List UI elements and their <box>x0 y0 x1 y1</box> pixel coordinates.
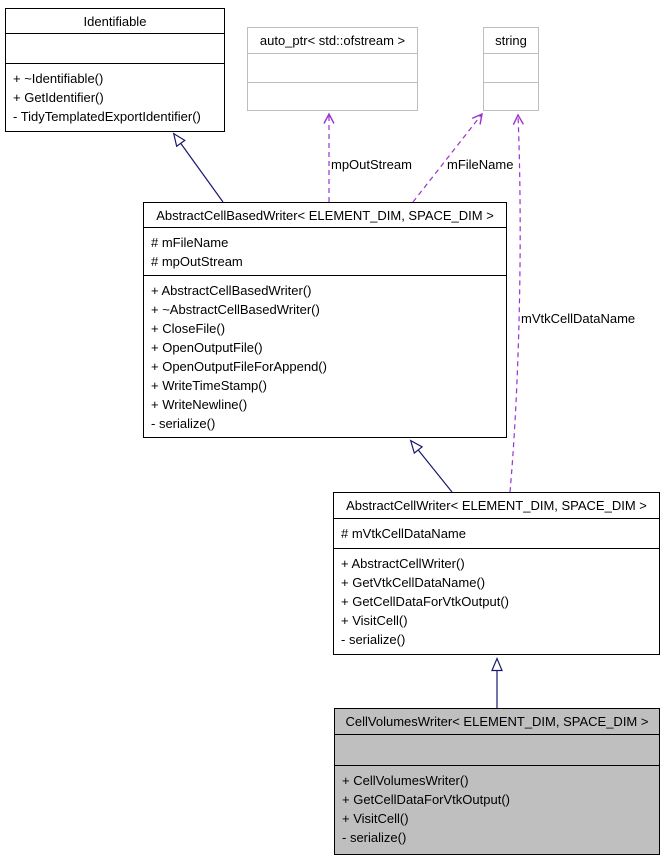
method-item: + ~Identifiable() <box>13 71 104 86</box>
class-methods <box>335 766 659 854</box>
method-item: + WriteNewline() <box>151 397 248 412</box>
method-item: + VisitCell() <box>342 811 409 826</box>
method-item: + GetVtkCellDataName() <box>341 575 486 590</box>
class-methods-empty <box>248 83 417 110</box>
method-item: + WriteTimeStamp() <box>151 378 267 393</box>
method-item: - serialize() <box>341 632 406 647</box>
method-item: + CellVolumesWriter() <box>342 773 469 788</box>
attribute-item: # mpOutStream <box>151 254 243 269</box>
class-methods <box>6 64 224 131</box>
class-node-string[interactable] <box>483 27 539 111</box>
method-item: - serialize() <box>151 416 216 431</box>
class-methods <box>334 549 659 654</box>
method-item: + CloseFile() <box>151 321 226 336</box>
class-title: string <box>484 28 538 54</box>
class-title: AbstractCellWriter< ELEMENT_DIM, SPACE_DIM > <box>334 493 659 519</box>
class-title: AbstractCellBasedWriter< ELEMENT_DIM, SPACE_DIM > <box>144 203 506 228</box>
class-methods <box>144 276 506 437</box>
method-item: + VisitCell() <box>341 613 408 628</box>
class-attributes-empty <box>335 735 659 766</box>
class-title: Identifiable <box>6 9 224 34</box>
method-item: + AbstractCellWriter() <box>341 556 465 571</box>
method-item: + GetIdentifier() <box>13 90 104 105</box>
edge-label-mpoutstream: mpOutStream <box>331 157 412 172</box>
method-item: - serialize() <box>342 830 407 845</box>
class-title: CellVolumesWriter< ELEMENT_DIM, SPACE_DIM > <box>335 709 659 735</box>
method-item: - TidyTemplatedExportIdentifier() <box>13 109 201 124</box>
class-attributes <box>144 228 506 276</box>
class-attributes-empty <box>484 54 538 83</box>
method-item: + OpenOutputFileForAppend() <box>151 359 327 374</box>
method-item: + AbstractCellBasedWriter() <box>151 283 312 298</box>
class-node-abstract-cell-writer[interactable] <box>333 492 660 655</box>
class-attributes-empty <box>248 54 417 83</box>
class-node-identifiable[interactable] <box>5 8 225 132</box>
edge-label-mfilename: mFileName <box>447 157 514 172</box>
method-item: + GetCellDataForVtkOutput() <box>341 594 509 609</box>
attribute-item: # mVtkCellDataName <box>341 526 466 541</box>
method-item: + OpenOutputFile() <box>151 340 263 355</box>
class-attributes <box>334 519 659 549</box>
method-item: + ~AbstractCellBasedWriter() <box>151 302 320 317</box>
class-attributes-empty <box>6 34 224 64</box>
class-title: auto_ptr< std::ofstream > <box>248 28 417 54</box>
attribute-item: # mFileName <box>151 235 229 250</box>
method-item: + GetCellDataForVtkOutput() <box>342 792 510 807</box>
class-node-auto-ptr[interactable] <box>247 27 418 111</box>
class-node-cell-volumes-writer[interactable] <box>334 708 660 855</box>
inheritance-edge-identifiable <box>174 134 223 202</box>
class-methods-empty <box>484 83 538 110</box>
inheritance-edge-abstract-cell-based-writer <box>411 441 452 492</box>
edge-label-mvtkcelldataname: mVtkCellDataName <box>521 311 636 326</box>
class-node-abstract-cell-based-writer[interactable] <box>143 202 507 438</box>
